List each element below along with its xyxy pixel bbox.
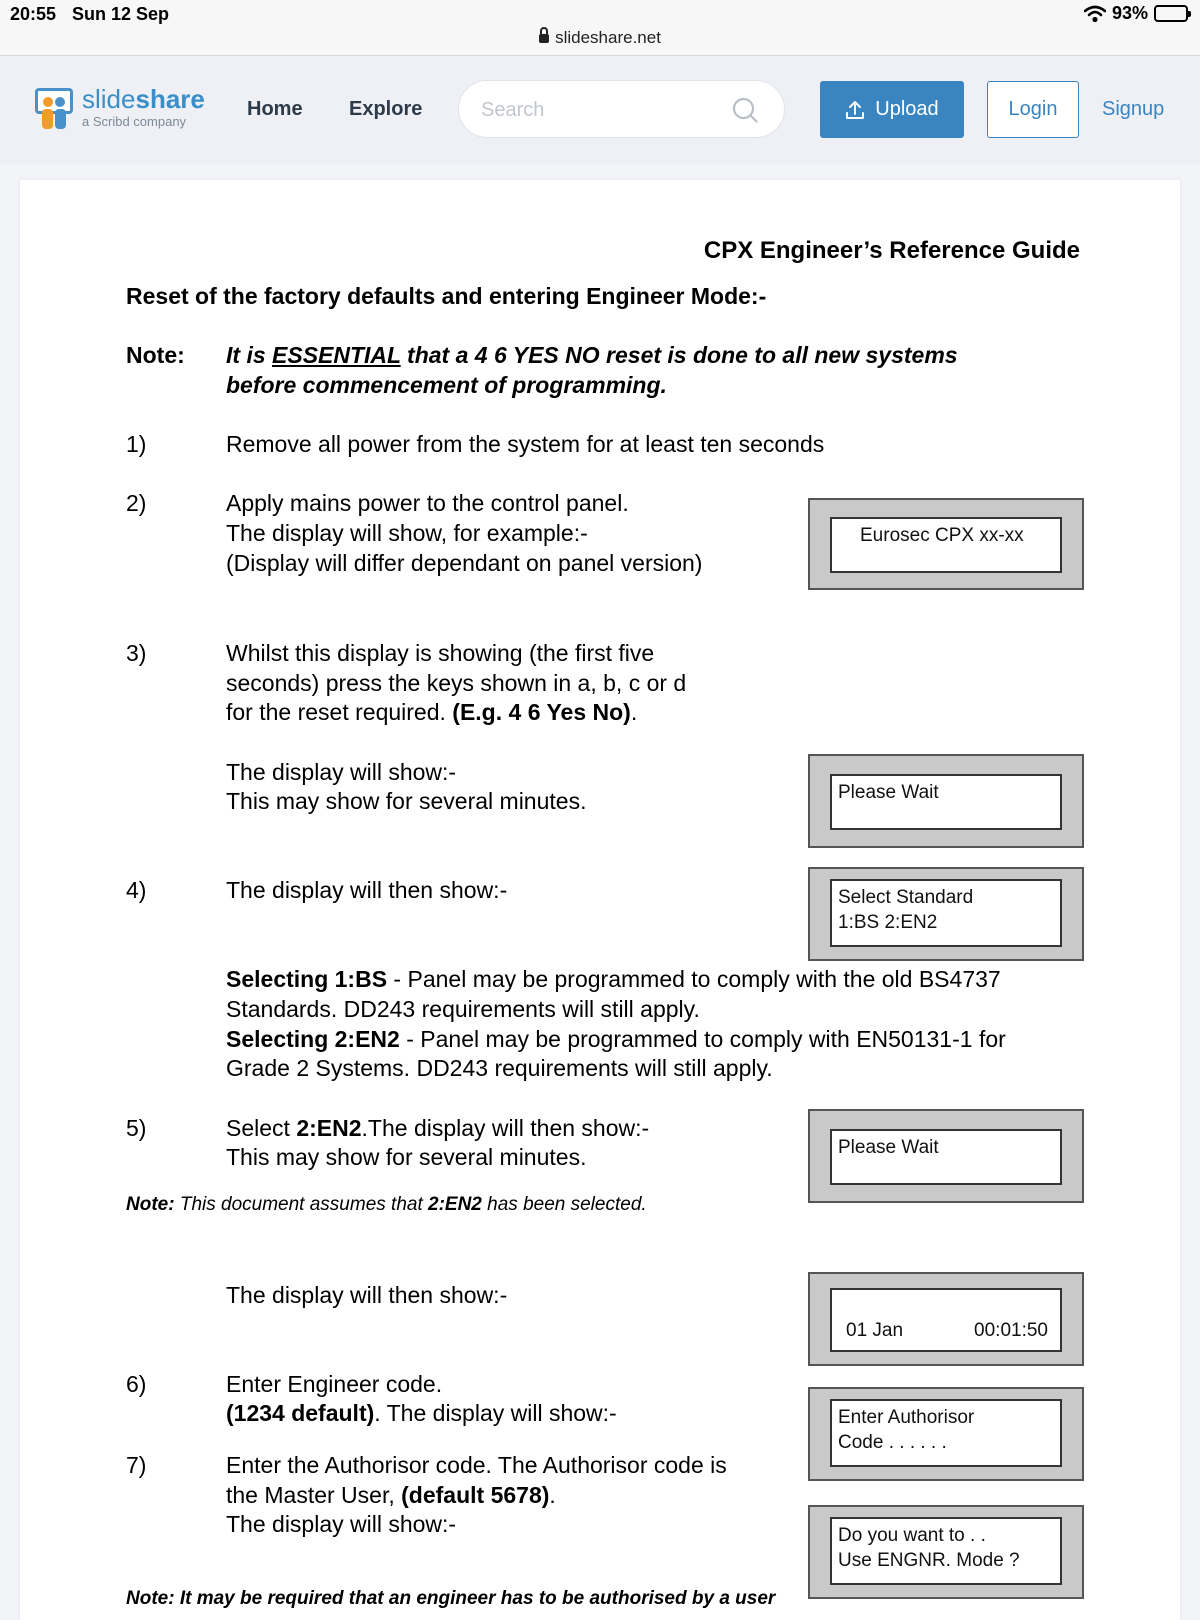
step-3-line: for the reset required. (E.g. 4 6 Yes No). [226,699,638,725]
wifi-icon [1084,5,1106,23]
upload-icon [845,100,865,120]
signup-link[interactable]: Signup [1102,98,1165,120]
logo-name-light: slide [82,84,136,114]
url-text: slideshare.net [555,28,661,47]
battery-icon [1154,5,1188,22]
lcd-display [808,1505,1084,1599]
lcd-text: 01 Jan 00:01:50 [830,1288,1062,1352]
step-7-line: the Master User, (default 5678). [226,1482,556,1508]
step-number: 1) [126,431,147,457]
logo-name-bold: share [135,84,205,114]
step-number: 4) [126,877,147,903]
login-button[interactable]: Login [987,81,1079,138]
lcd-display [808,867,1084,961]
document-page [20,180,1180,1620]
nav-home[interactable]: Home [247,98,303,120]
note-3: Note: It may be required that an engineer has to be authorised by a user [126,1588,776,1609]
selection-line: Selecting 1:BS - Panel may be programmed to comply with the old BS4737 [226,966,1001,992]
note-line-2: before commencement of programming. [226,372,667,398]
status-time: 20:55 [10,4,57,24]
step-number: 6) [126,1371,147,1397]
lcd-display [808,1272,1084,1366]
step-3-line: Whilst this display is showing (the first five [226,640,655,666]
section-heading: Reset of the factory defaults and entering Engineer Mode:- [126,283,767,309]
battery-percent: 93% [1111,3,1148,23]
step-6-line: Enter Engineer code. [226,1371,443,1397]
lcd-text: Eurosec CPX xx-xx [830,517,1062,573]
lcd-display [808,498,1084,590]
search-input[interactable] [481,95,721,125]
step-3-line: This may show for several minutes. [226,788,587,814]
lock-icon [539,34,549,43]
upload-label: Upload [875,98,939,120]
step-6-line: (1234 default). The display will show:- [226,1400,617,1426]
address-bar[interactable] [0,28,1200,48]
status-date: Sun 12 Sep [72,4,170,24]
step-number: 2) [126,490,147,516]
logo-subtitle: a Scribd company [82,114,187,129]
selection-line: Standards. DD243 requirements will still apply. [226,996,700,1022]
step-number: 3) [126,640,147,666]
step-1-text: Remove all power from the system for at least ten seconds [226,431,825,457]
step-7-line: The display will show:- [226,1511,457,1537]
lcd-display [808,754,1084,848]
note-line-1: It is ESSENTIAL that a 4 6 YES NO reset is done to all new systems [226,342,958,368]
lcd-display [808,1387,1084,1481]
step-5-line: This may show for several minutes. [226,1144,587,1170]
lcd-text: Select Standard 1:BS 2:EN2 [830,879,1062,947]
slideshare-logo[interactable] [34,86,205,130]
search-icon[interactable] [732,97,758,123]
step-2-line: (Display will differ dependant on panel version) [226,550,703,576]
step-2-line: Apply mains power to the control panel. [226,490,629,516]
lcd-text: Please Wait [830,774,1062,830]
step-5-line: Select 2:EN2.The display will then show:- [226,1115,650,1141]
step-3-line: seconds) press the keys shown in a, b, c or d [226,670,687,696]
nav-explore[interactable]: Explore [349,98,423,120]
slideshare-logo-icon [34,86,76,130]
site-header [0,56,1200,164]
selection-line: Grade 2 Systems. DD243 requirements will still apply. [226,1055,773,1081]
step-number: 7) [126,1452,147,1478]
step-number: 5) [126,1115,147,1141]
step-2-line: The display will show, for example:- [226,520,588,546]
step-7-line: Enter the Authorisor code. The Authorisor code is [226,1452,727,1478]
status-bar [0,0,1200,56]
lcd-text: Enter Authorisor Code . . . . . . [830,1399,1062,1467]
search-box[interactable] [458,80,785,138]
step-4-line: The display will then show:- [226,877,508,903]
upload-button[interactable] [820,81,964,138]
status-indicators [1084,3,1188,24]
then-show-line: The display will then show:- [226,1282,508,1308]
note-label: Note: [126,342,185,368]
note-2: Note: This document assumes that 2:EN2 has been selected. [126,1194,647,1215]
lcd-text: Please Wait [830,1129,1062,1185]
lcd-text: Do you want to . . Use ENGNR. Mode ? [830,1517,1062,1585]
selection-line: Selecting 2:EN2 - Panel may be programmed to comply with EN50131-1 for [226,1026,1006,1052]
step-3-line: The display will show:- [226,759,457,785]
document-title: CPX Engineer’s Reference Guide [703,237,1080,264]
lcd-display [808,1109,1084,1203]
